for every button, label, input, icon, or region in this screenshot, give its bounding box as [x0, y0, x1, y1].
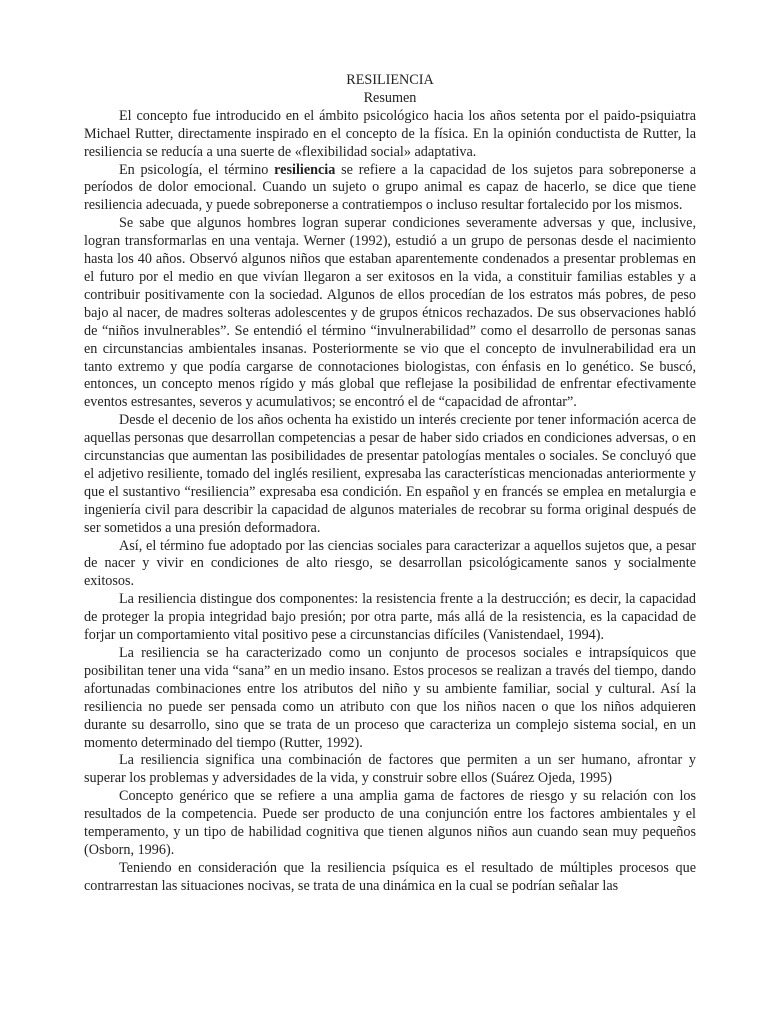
paragraph-text: Concepto genérico que se refiere a una amplia gama de factores de riesgo y su relación con los resultados de la competencia. Puede ser producto de una conjunción entre los factores ambientales y el temperamento, y un tipo de habilidad cognitiva que tienen algunos niños aun cuando sean muy pequeños (Osborn, 1996). — [84, 788, 696, 858]
document-title: RESILIENCIA — [346, 72, 434, 88]
paragraph — [84, 162, 696, 216]
paragraph — [84, 752, 696, 788]
paragraph — [84, 645, 696, 752]
paragraph — [84, 788, 696, 860]
paragraph-text: La resiliencia significa una combinación de factores que permiten a un ser humano, afrontar y superar los problemas y adversidades de la vida, y construir sobre ellos (Suárez Ojeda, 1995) — [84, 752, 696, 787]
highlighted-term: resiliencia — [274, 161, 336, 178]
document-page — [84, 72, 696, 896]
paragraph-text: Desde el decenio de los años ochenta ha existido un interés creciente por tener información acerca de aquellas personas que desarrollan competencias a pesar de haber sido criados en condiciones adversas, o en circunstancias que aumentan las posibilidades de presentar patologías mentales o sociales. Se concluyó que el adjetivo resiliente, tomado del inglés resilient, expresaba las características mencionadas anteriormente y que el sustantivo “resiliencia” expresaba esa condición. En español y en francés se emplea en metalurgia e ingeniería civil para describir la capacidad de algunos materiales de recobrar su forma original después de ser sometidos a una presión deformadora. — [84, 412, 696, 536]
paragraph-text: La resiliencia distingue dos componentes: la resistencia frente a la destrucción; es decir, la capacidad de proteger la propia integridad bajo presión; por otra parte, más allá de la resistencia, es la capacidad de forjar un comportamiento vital positivo pese a circunstancias difíciles (Vanistendael, 1994). — [84, 591, 696, 644]
paragraph — [84, 215, 696, 412]
paragraph-text: Teniendo en consideración que la resiliencia psíquica es el resultado de múltiples procesos que contrarrestan las situaciones nocivas, se trata de una dinámica en la cual se podrían señalar las — [84, 859, 696, 894]
document-subtitle: Resumen — [363, 89, 417, 106]
paragraph — [84, 860, 696, 896]
paragraph — [84, 108, 696, 162]
paragraph-text: El concepto fue introducido en el ámbito psicológico hacia los años setenta por el paido-psiquiatra Michael Rutter, directamente inspirado en el concepto de la física. En la opinión conductista de Rutter, la resiliencia se reducía a una suerte de «flexibilidad social» adaptativa. — [84, 107, 696, 160]
paragraph — [84, 412, 696, 537]
paragraph-text: La resiliencia se ha caracterizado como un conjunto de procesos sociales e intrapsíquicos que posibilitan tener una vida “sana” en un medio insano. Estos procesos se realizan a través del tiempo, dando afortunadas combinaciones entre los atributos del niño y su ambiente familiar, social y cultural. Así la resiliencia no puede ser pensada como un atributo con que los niños nacen o que los niños adquieren durante su desarrollo, sino que se trata de un proceso que caracteriza un complejo sistema social, en un momento determinado del tiempo (Rutter, 1992). — [84, 645, 696, 751]
paragraph — [84, 538, 696, 592]
paragraph-text: se refiere a la capacidad de los sujetos para sobreponerse a períodos de dolor emocional. Cuando un sujeto o grupo animal es capaz de hacerlo, se dice que tiene resiliencia adecuada, y puede sobreponerse a contratiempos o incluso resultar fortalecido por los mismos. — [84, 161, 696, 214]
paragraph-text: Así, el término fue adoptado por las ciencias sociales para caracterizar a aquellos sujetos que, a pesar de nacer y vivir en condiciones de alto riesgo, se desarrollan psicológicamente sanos y socialmente exitosos. — [84, 537, 696, 590]
paragraph-text: En psicología, el término — [119, 161, 275, 178]
paragraph-text: Se sabe que algunos hombres logran superar condiciones severamente adversas y que, inclusive, logran transformarlas en una ventaja. Werner (1992), estudió a un grupo de personas desde el nacimiento hasta los 40 años. Observó algunos niños que estaban aparentemente condenados a presentar problemas en el futuro por el medio en que vivían llegaron a ser exitosos en la vida, a constituir familias estables y a contribuir positivamente con la sociedad. Algunos de ellos procedían de los estratos más pobres, de peso bajo al nacer, de madres solteras adolescentes y de grupos étnicos rechazados. De sus observaciones habló de “niños invulnerables”. Se entendió el término “invulnerabilidad” como el desarrollo de personas sanas en circunstancias ambientales insanas. Posteriormente se vio que el concepto de invulnerabilidad era un tanto extremo y que podía cargarse de connotaciones biologistas, con énfasis en lo genético. Se buscó, entonces, un concepto menos rígido y más global que reflejase la posibilidad de enfrentar efectivamente eventos estresantes, severos y acumulativos; se encontró el de “capacidad de afrontar”. — [84, 215, 696, 411]
paragraph — [84, 591, 696, 645]
